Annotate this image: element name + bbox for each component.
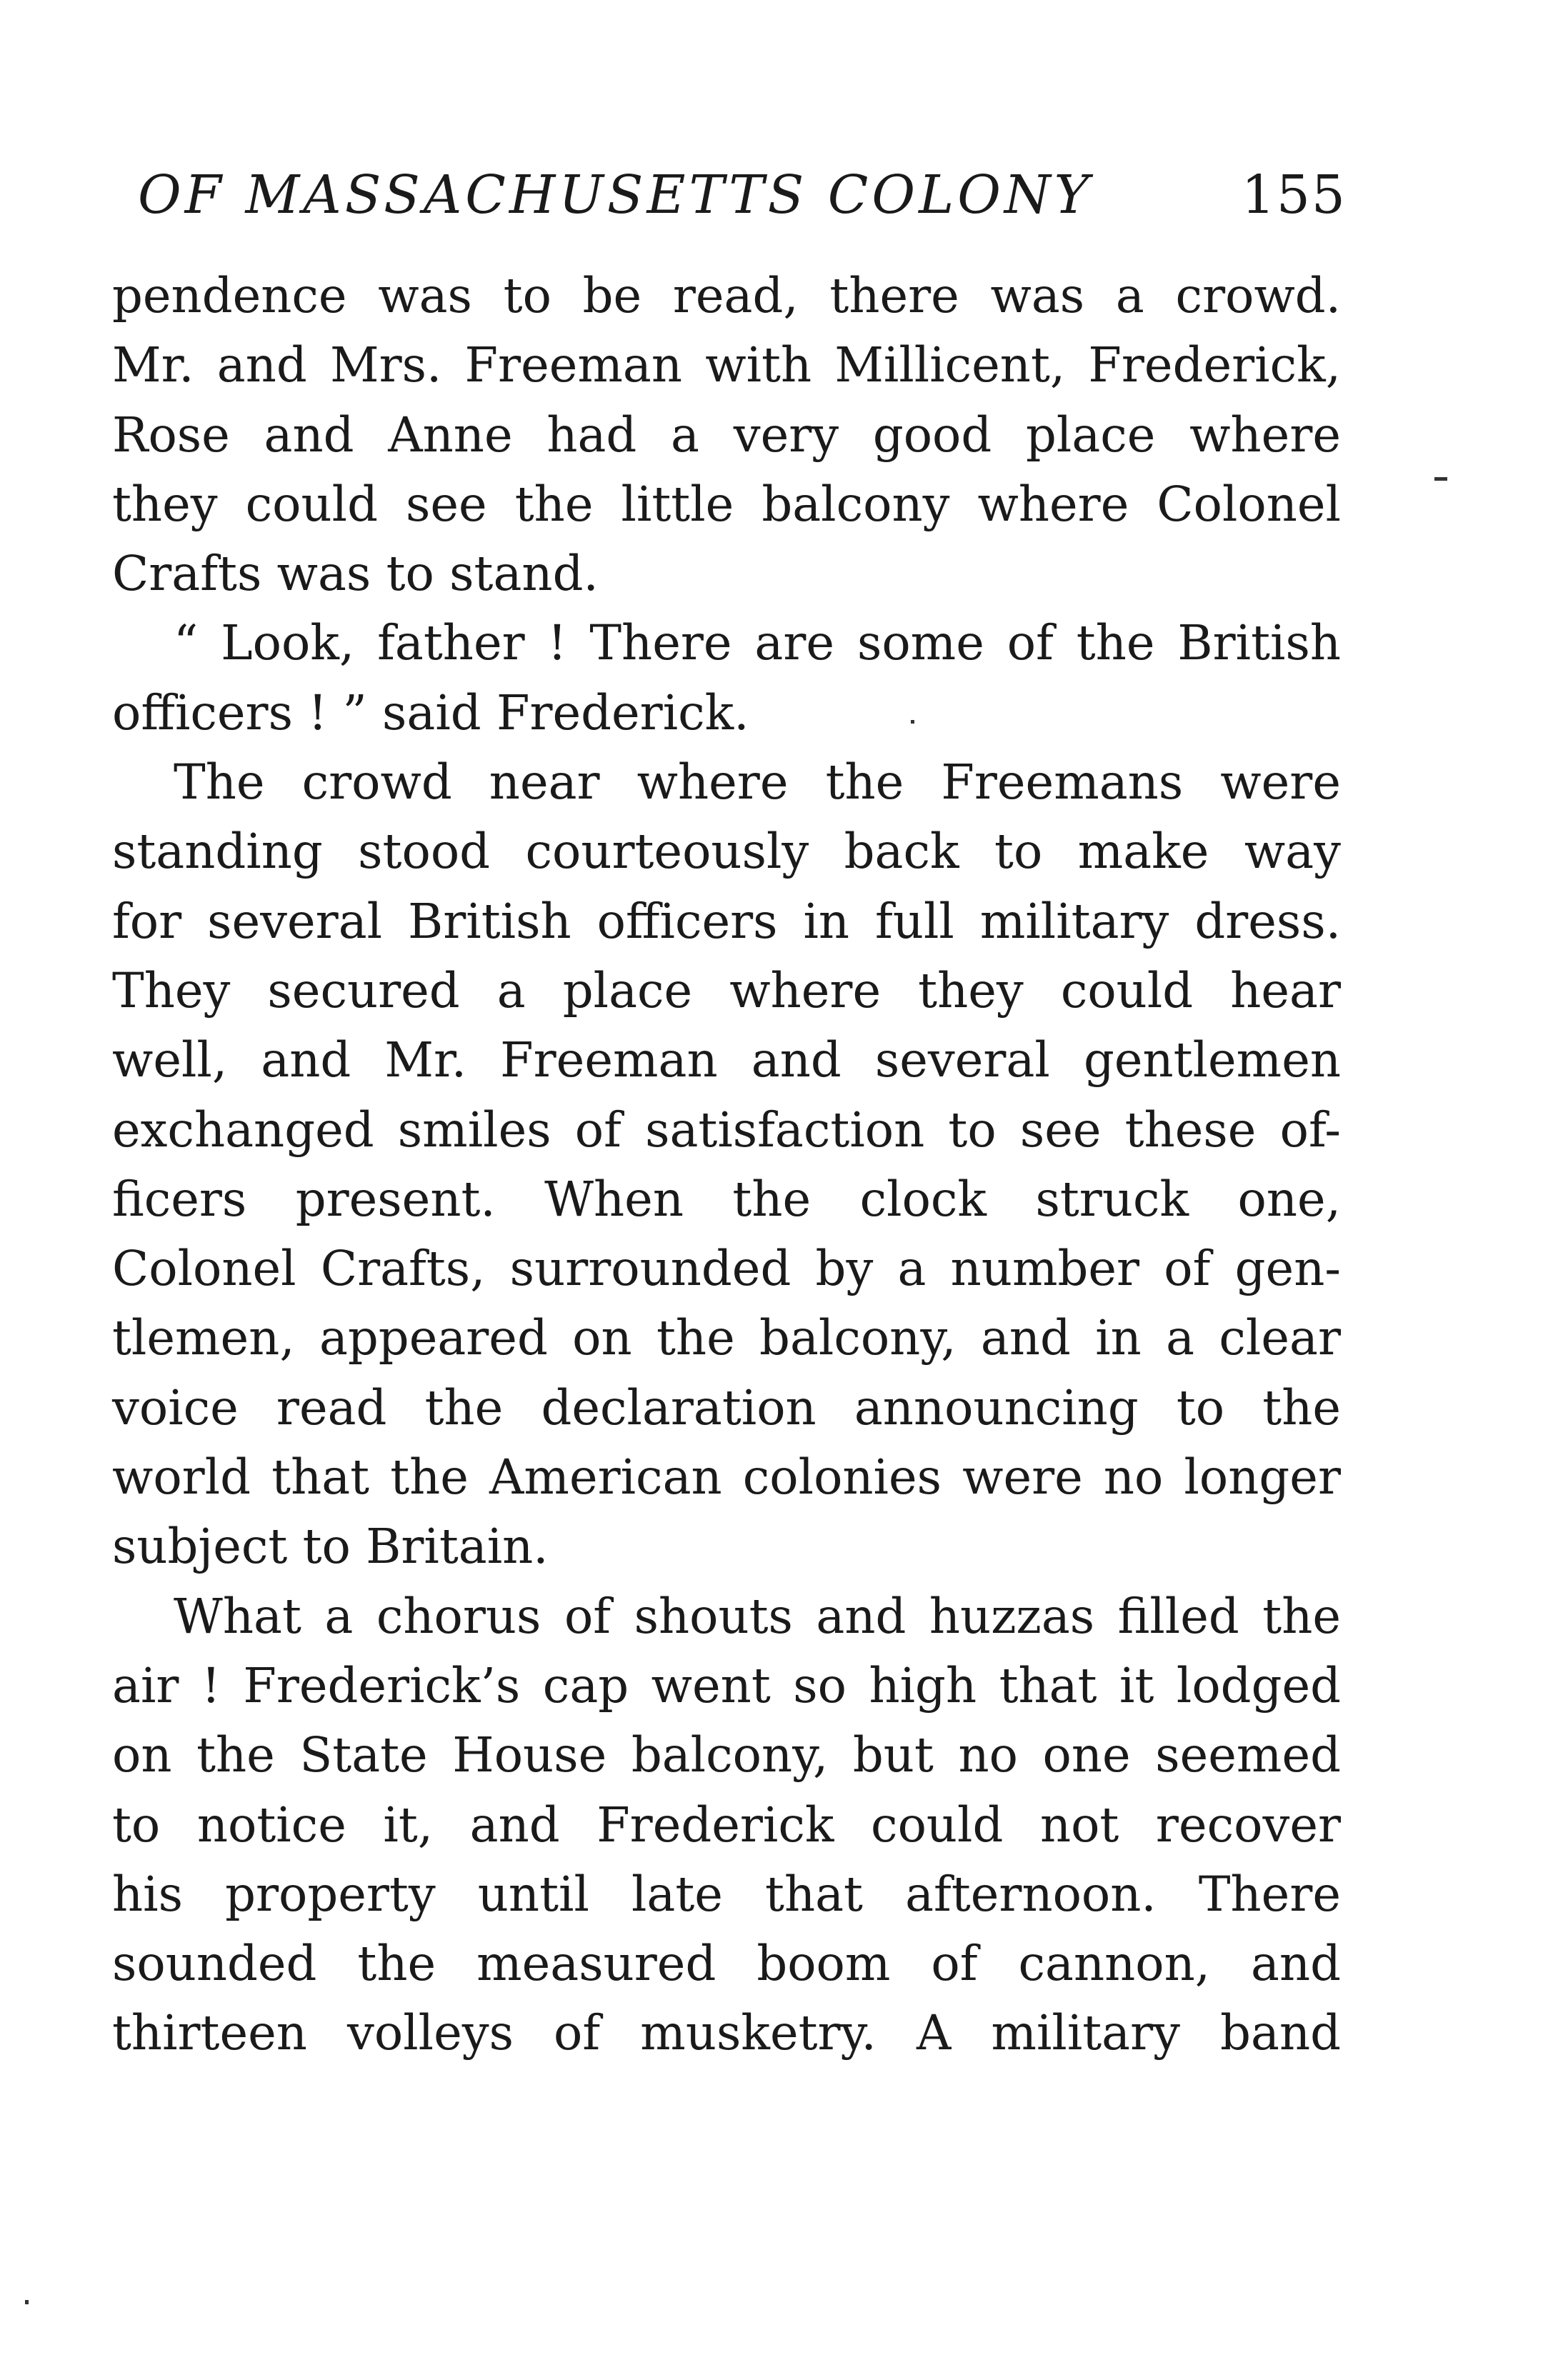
text-line: Crafts was to stand. <box>112 546 599 602</box>
text-line: thirteen volleys of musketry. A military band <box>112 2005 1341 2061</box>
scan-speck <box>1434 477 1447 481</box>
text-line: pendence was to be read, there was a crowd. <box>112 268 1341 324</box>
text-line: to notice it, and Frederick could not recover <box>112 1796 1341 1853</box>
text-line: for several British officers in full military dress. <box>112 893 1341 949</box>
text-line: tlemen, appeared on the balcony, and in a clear <box>112 1310 1341 1366</box>
text-line: What a chorus of shouts and huzzas filled the <box>174 1588 1341 1644</box>
text-line: Rose and Anne had a very good place where <box>112 406 1341 463</box>
page-number: 155 <box>1241 164 1347 226</box>
running-title: OF MASSACHUSETTS COLONY <box>138 164 1093 226</box>
text-line: they could see the little balcony where Colonel <box>112 476 1341 532</box>
text-line: They secured a place where they could hear <box>112 962 1341 1019</box>
text-line: subject to Britain. <box>112 1519 549 1575</box>
scan-speck <box>25 2300 29 2304</box>
text-line: air ! Frederick’s cap went so high that it lodged <box>112 1657 1341 1714</box>
body-text <box>112 261 1341 2069</box>
text-line: standing stood courteously back to make way <box>112 824 1341 880</box>
text-line: his property until late that afternoon. There <box>112 1866 1341 1922</box>
text-line: ficers present. When the clock struck one, <box>112 1171 1341 1227</box>
text-line: well, and Mr. Freeman and several gentlemen <box>112 1032 1341 1089</box>
text-line: Colonel Crafts, surrounded by a number of gen- <box>112 1241 1341 1297</box>
text-line: on the State House balcony, but no one seemed <box>112 1727 1341 1784</box>
text-line: Mr. and Mrs. Freeman with Millicent, Frederick, <box>112 337 1341 394</box>
text-line: world that the American colonies were no longer <box>112 1449 1341 1506</box>
running-head <box>132 164 1347 243</box>
text-line: exchanged smiles of satisfaction to see these of- <box>112 1101 1341 1158</box>
text-line: The crowd near where the Freemans were <box>174 754 1341 811</box>
text-line: officers ! ” said Frederick. <box>112 684 749 741</box>
scan-speck <box>911 720 914 724</box>
text-line: voice read the declaration announcing to the <box>112 1379 1341 1436</box>
text-line: “ Look, father ! There are some of the British <box>174 615 1341 671</box>
text-line: sounded the measured boom of cannon, and <box>112 1936 1341 1992</box>
